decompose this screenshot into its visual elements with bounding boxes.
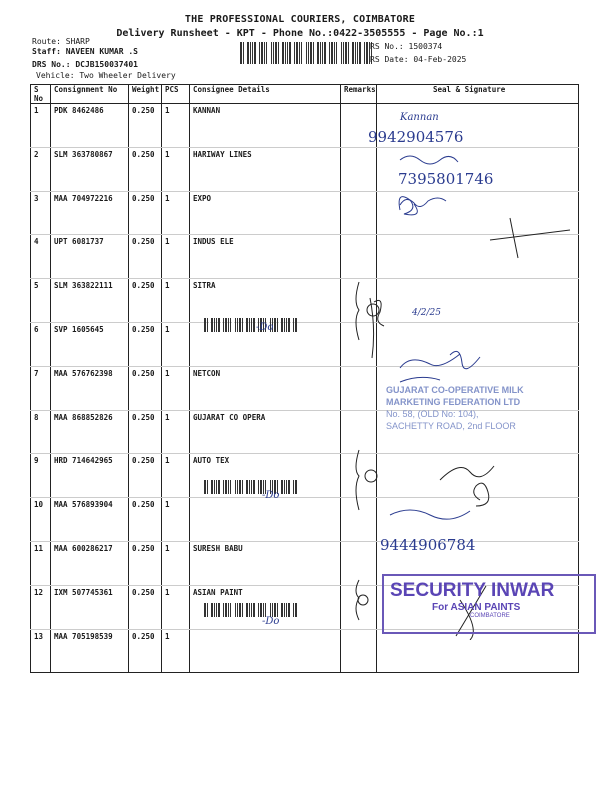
cell-pcs: 1: [162, 279, 190, 323]
cell-sno: 10: [31, 498, 51, 542]
barcode-bar: [230, 480, 231, 494]
barcode-bar: [209, 480, 210, 494]
barcode-bar: [249, 480, 250, 494]
barcode-bar: [232, 318, 234, 332]
cell-consignment: UPT 6081737: [51, 235, 129, 279]
barcode-bar: [246, 480, 248, 494]
cell-weight: 0.250: [129, 454, 162, 498]
cell-pcs: 1: [162, 366, 190, 410]
barcode-bar: [301, 42, 302, 64]
remarks-brackets: [345, 280, 385, 630]
barcode-bar: [352, 42, 354, 64]
cell-pcs: 1: [162, 454, 190, 498]
barcode-bar: [267, 603, 269, 617]
barcode-bar: [211, 603, 213, 617]
barcode-bar: [331, 42, 333, 64]
cell-pcs: 1: [162, 585, 190, 629]
col-seal: Seal & Signature: [377, 85, 579, 104]
cell-sno: 5: [31, 279, 51, 323]
barcode-bar: [221, 480, 222, 494]
stamp-line: SACHETTY ROAD, 2nd FLOOR: [386, 421, 516, 431]
cell-consignee: [190, 629, 341, 673]
cell-consignee: INDUS ELE: [190, 235, 341, 279]
cell-sno: 8: [31, 410, 51, 454]
cell-sno: 9: [31, 454, 51, 498]
barcode-bar: [244, 318, 245, 332]
ditto-mark-row13: -Do: [262, 616, 280, 627]
barcode-bar: [286, 318, 287, 332]
barcode-bar: [214, 603, 215, 617]
barcode-bar: [235, 480, 236, 494]
barcode-bar: [284, 318, 285, 332]
col-consignee: Consignee Details: [190, 85, 341, 104]
barcode-bar: [264, 42, 265, 64]
barcode-bar: [221, 318, 222, 332]
cell-consignee: HARIWAY LINES: [190, 147, 341, 191]
cell-consignee: [190, 498, 341, 542]
barcode-bar: [246, 603, 248, 617]
barcode-bar: [320, 42, 321, 64]
barcode-bar: [293, 603, 294, 617]
barcode-bar: [211, 318, 213, 332]
cell-consignment: MAA 704972216: [51, 191, 129, 235]
barcode-bar: [235, 318, 236, 332]
barcode-bar: [313, 42, 314, 64]
staff-label: Staff: NAVEEN KUMAR .S: [32, 47, 138, 56]
cell-sno: 3: [31, 191, 51, 235]
security-stamp-company: For ASIAN PAINTS: [432, 602, 521, 613]
barcode-bar: [261, 42, 263, 64]
barcode-bar: [277, 603, 278, 617]
barcode-bar: [209, 603, 210, 617]
barcode-bar: [235, 603, 236, 617]
barcode-bar: [359, 42, 361, 64]
cell-consignment: HRD 714642965: [51, 454, 129, 498]
barcode-bar: [237, 318, 238, 332]
barcode-bar: [228, 480, 229, 494]
cell-consignment: SVP 1605645: [51, 322, 129, 366]
barcode-bar: [254, 42, 256, 64]
gujarat-cooperative-stamp: [386, 384, 524, 432]
barcode-bar: [278, 42, 279, 64]
drs-label: DRS No.: DCJB150037401: [32, 60, 138, 69]
barcode-bar: [256, 480, 257, 494]
cell-pcs: 1: [162, 498, 190, 542]
barcode-bar: [249, 603, 250, 617]
barcode-bar: [308, 42, 309, 64]
barcode-bar: [242, 480, 243, 494]
cell-consignment: MAA 576893904: [51, 498, 129, 542]
barcode-bar: [258, 603, 259, 617]
barcode-bar: [245, 42, 246, 64]
barcode-bar: [275, 42, 277, 64]
barcode-bar: [237, 603, 238, 617]
stamp-line: GUJARAT CO-OPERATIVE MILK: [386, 385, 524, 395]
barcode-bar: [287, 42, 288, 64]
cell-sno: 7: [31, 366, 51, 410]
barcode-bar: [268, 42, 270, 64]
rs-number: RS No.: 1500374: [370, 42, 443, 51]
cell-weight: 0.250: [129, 191, 162, 235]
barcode-bar: [223, 480, 224, 494]
barcode-bar: [228, 603, 229, 617]
barcode-bar: [239, 480, 241, 494]
barcode-bar: [274, 603, 276, 617]
barcode-bar: [291, 480, 292, 494]
cell-pcs: 1: [162, 541, 190, 585]
barcode-bar: [218, 603, 220, 617]
barcode-bar: [232, 603, 234, 617]
barcode-bar: [306, 42, 307, 64]
barcode-bar: [225, 480, 227, 494]
barcode-bar: [251, 318, 252, 332]
barcode-bar: [303, 42, 305, 64]
cell-weight: 0.250: [129, 279, 162, 323]
barcode-bar: [274, 318, 276, 332]
cell-weight: 0.250: [129, 629, 162, 673]
barcode-bar: [329, 42, 330, 64]
barcode-bar: [295, 480, 297, 494]
company-title: THE PROFESSIONAL COURIERS, COIMBATORE: [184, 14, 416, 25]
barcode-bar: [207, 480, 208, 494]
barcode-bar: [284, 480, 285, 494]
cell-sno: 1: [31, 104, 51, 148]
cell-weight: 0.250: [129, 585, 162, 629]
cell-weight: 0.250: [129, 104, 162, 148]
barcode-bar: [294, 42, 295, 64]
barcode-bar: [218, 480, 220, 494]
barcode-bar: [243, 42, 244, 64]
barcode-bar: [221, 603, 222, 617]
barcode-bar: [295, 603, 297, 617]
barcode-bar: [252, 42, 253, 64]
cell-pcs: 1: [162, 410, 190, 454]
cell-pcs: 1: [162, 322, 190, 366]
barcode-bar: [225, 603, 227, 617]
cell-consignment: MAA 705198539: [51, 629, 129, 673]
barcode-bar: [259, 42, 260, 64]
header-barcode: [240, 42, 375, 64]
cell-weight: 0.250: [129, 410, 162, 454]
row10-barcode: [204, 480, 297, 494]
barcode-bar: [223, 603, 224, 617]
security-stamp-city: COIMBATORE: [470, 613, 510, 619]
handwritten-phone-2: 7395801746: [398, 170, 494, 188]
barcode-bar: [251, 603, 252, 617]
barcode-bar: [214, 480, 215, 494]
barcode-bar: [249, 318, 250, 332]
barcode-bar: [343, 42, 344, 64]
barcode-bar: [295, 318, 297, 332]
handwritten-phone-1: 9942904576: [368, 128, 464, 146]
barcode-bar: [281, 480, 283, 494]
barcode-bar: [355, 42, 356, 64]
barcode-bar: [315, 42, 316, 64]
barcode-bar: [223, 318, 224, 332]
barcode-bar: [364, 42, 365, 64]
row13-barcode: [204, 603, 297, 617]
cell-consignee: EXPO: [190, 191, 341, 235]
barcode-bar: [230, 603, 231, 617]
barcode-bar: [237, 480, 238, 494]
barcode-bar: [216, 603, 217, 617]
cell-consignee: ASIAN PAINT: [190, 585, 341, 629]
barcode-bar: [280, 42, 281, 64]
barcode-bar: [348, 42, 349, 64]
row6-barcode: [204, 318, 297, 332]
barcode-bar: [286, 480, 287, 494]
cell-consignee: SURESH BABU: [190, 541, 341, 585]
barcode-bar: [263, 603, 264, 617]
barcode-bar: [310, 42, 312, 64]
barcode-bar: [366, 42, 368, 64]
col-weight: Weight: [129, 85, 162, 104]
barcode-bar: [281, 318, 283, 332]
barcode-bar: [284, 603, 285, 617]
cell-consignee: SITRA: [190, 279, 341, 323]
cell-weight: 0.250: [129, 235, 162, 279]
barcode-bar: [289, 42, 291, 64]
barcode-bar: [211, 480, 213, 494]
ditto-mark-row10: -Do: [262, 490, 280, 501]
barcode-bar: [362, 42, 363, 64]
cell-sno: 4: [31, 235, 51, 279]
barcode-bar: [271, 42, 272, 64]
cell-consignee: NETCON: [190, 366, 341, 410]
barcode-bar: [288, 318, 290, 332]
handwritten-phone-3: 9444906784: [380, 536, 476, 554]
cell-consignment: PDK 8462486: [51, 104, 129, 148]
barcode-bar: [291, 603, 292, 617]
barcode-bar: [338, 42, 340, 64]
cell-consignment: MAA 600286217: [51, 541, 129, 585]
barcode-bar: [251, 480, 252, 494]
barcode-bar: [322, 42, 323, 64]
barcode-bar: [204, 603, 206, 617]
barcode-bar: [216, 480, 217, 494]
barcode-bar: [242, 318, 243, 332]
barcode-bar: [285, 42, 286, 64]
cell-sno: 2: [31, 147, 51, 191]
barcode-bar: [240, 42, 242, 64]
cell-weight: 0.250: [129, 147, 162, 191]
barcode-bar: [336, 42, 337, 64]
route-label: Route: SHARP: [32, 37, 90, 46]
barcode-bar: [253, 480, 255, 494]
barcode-bar: [282, 42, 284, 64]
barcode-bar: [270, 603, 271, 617]
cell-pcs: 1: [162, 235, 190, 279]
col-sno: S No: [31, 85, 51, 104]
barcode-bar: [239, 318, 241, 332]
barcode-bar: [357, 42, 358, 64]
cell-sno: 11: [31, 541, 51, 585]
barcode-bar: [273, 42, 274, 64]
runsheet-subtitle: Delivery Runsheet - KPT - Phone No.:0422-3505555 - Page No.:1: [116, 28, 484, 39]
col-remarks: Remarks: [341, 85, 377, 104]
barcode-bar: [207, 318, 208, 332]
barcode-bar: [292, 42, 293, 64]
stamp-line: No. 58, (OLD No: 104),: [386, 409, 479, 419]
cell-pcs: 1: [162, 147, 190, 191]
col-consignment: Consignment No: [51, 85, 129, 104]
handwritten-name-kannan: Kannan: [400, 112, 439, 123]
barcode-bar: [299, 42, 300, 64]
barcode-bar: [345, 42, 347, 64]
barcode-bar: [286, 603, 287, 617]
cell-weight: 0.250: [129, 322, 162, 366]
handwritten-date: 4/2/25: [412, 308, 441, 318]
barcode-bar: [272, 603, 273, 617]
cell-consignment: SLM 363822111: [51, 279, 129, 323]
cell-consignment: IXM 507745361: [51, 585, 129, 629]
barcode-bar: [334, 42, 335, 64]
cell-sno: 6: [31, 322, 51, 366]
barcode-bar: [204, 318, 206, 332]
barcode-bar: [250, 42, 251, 64]
cell-consignee: GUJARAT CO OPERA: [190, 410, 341, 454]
barcode-bar: [258, 480, 259, 494]
barcode-bar: [265, 603, 266, 617]
barcode-bar: [253, 318, 255, 332]
barcode-bar: [214, 318, 215, 332]
security-inward-stamp: [382, 574, 596, 634]
barcode-bar: [239, 603, 241, 617]
barcode-bar: [293, 318, 294, 332]
cell-consignment: SLM 363780867: [51, 147, 129, 191]
barcode-bar: [228, 318, 229, 332]
cell-weight: 0.250: [129, 498, 162, 542]
barcode-bar: [204, 480, 206, 494]
cell-sno: 13: [31, 629, 51, 673]
barcode-bar: [293, 480, 294, 494]
barcode-bar: [207, 603, 208, 617]
barcode-bar: [317, 42, 319, 64]
vehicle-label: Vehicle: Two Wheeler Delivery: [36, 71, 176, 80]
barcode-bar: [242, 603, 243, 617]
barcode-bar: [230, 318, 231, 332]
ditto-mark-row6: -Do: [256, 322, 274, 333]
barcode-bar: [279, 318, 280, 332]
cell-consignment: MAA 576762398: [51, 366, 129, 410]
stamp-line: MARKETING FEDERATION LTD: [386, 397, 521, 407]
barcode-bar: [281, 603, 283, 617]
barcode-bar: [260, 603, 262, 617]
barcode-bar: [296, 42, 298, 64]
barcode-bar: [209, 318, 210, 332]
cell-pcs: 1: [162, 104, 190, 148]
barcode-bar: [216, 318, 217, 332]
cell-consignee: AUTO TEX: [190, 454, 341, 498]
barcode-bar: [279, 603, 280, 617]
cell-weight: 0.250: [129, 541, 162, 585]
barcode-bar: [341, 42, 342, 64]
barcode-bar: [277, 318, 278, 332]
cell-pcs: 1: [162, 629, 190, 673]
barcode-bar: [244, 480, 245, 494]
cell-consignment: MAA 868852826: [51, 410, 129, 454]
barcode-bar: [246, 318, 248, 332]
barcode-bar: [256, 603, 257, 617]
barcode-bar: [232, 480, 234, 494]
barcode-bar: [291, 318, 292, 332]
barcode-bar: [253, 603, 255, 617]
barcode-bar: [327, 42, 328, 64]
barcode-bar: [266, 42, 267, 64]
barcode-bar: [288, 603, 290, 617]
cell-weight: 0.250: [129, 366, 162, 410]
barcode-bar: [257, 42, 258, 64]
barcode-bar: [324, 42, 326, 64]
barcode-bar: [218, 318, 220, 332]
barcode-bar: [350, 42, 351, 64]
barcode-bar: [244, 603, 245, 617]
signature-scribbles: [360, 100, 590, 640]
barcode-bar: [225, 318, 227, 332]
cell-pcs: 1: [162, 191, 190, 235]
security-stamp-title: SECURITY INWAR: [390, 580, 555, 601]
cell-sno: 12: [31, 585, 51, 629]
col-pcs: PCS: [162, 85, 190, 104]
barcode-bar: [247, 42, 249, 64]
cell-consignee: KANNAN: [190, 104, 341, 148]
rs-date: RS Date: 04-Feb-2025: [370, 55, 467, 64]
barcode-bar: [288, 480, 290, 494]
